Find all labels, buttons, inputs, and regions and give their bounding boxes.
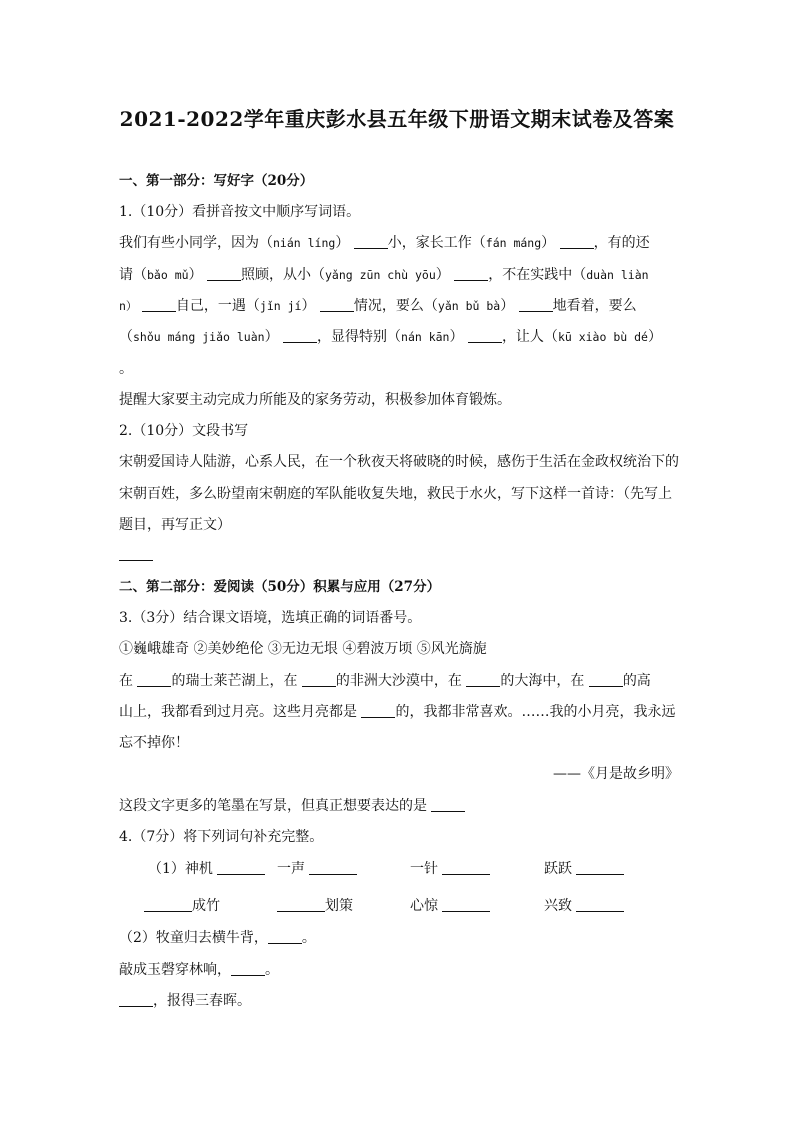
- q4-idiom-6: 划策: [277, 897, 353, 915]
- answer-blank[interactable]: [119, 992, 153, 1007]
- q1-line-5: 。: [119, 361, 133, 377]
- pinyin: shǒu máng jiǎo luàn: [133, 330, 265, 344]
- answer-blank[interactable]: [576, 860, 624, 875]
- answer-blank[interactable]: [207, 266, 241, 281]
- q4-idiom-2: 一声: [277, 860, 357, 878]
- q4-poem-line-1: （2）牧童归去横牛背， 。: [119, 930, 316, 946]
- q2-answer-line: [119, 546, 679, 564]
- q1-line-4: （shǒu máng jiǎo luàn） ，显得特别（nán kān） ，让人（kū xiào bù dé）: [119, 329, 662, 345]
- answer-blank[interactable]: [454, 266, 488, 281]
- answer-blank[interactable]: [442, 897, 490, 912]
- answer-blank[interactable]: [142, 297, 176, 312]
- q3-passage-line-1: 在 的瑞士莱芒湖上，在 的非洲大沙漠中，在 的大海中，在 的高: [119, 673, 651, 689]
- answer-blank[interactable]: [217, 860, 265, 875]
- answer-blank[interactable]: [302, 672, 336, 687]
- answer-blank[interactable]: [361, 703, 395, 718]
- answer-blank[interactable]: [560, 234, 594, 249]
- q4-idiom-3: 一针: [410, 860, 490, 878]
- q1-stem: 1.（10分）看拼音按文中顺序写词语。: [119, 204, 361, 220]
- answer-blank[interactable]: [468, 328, 502, 343]
- answer-blank[interactable]: [144, 897, 192, 912]
- answer-blank[interactable]: [231, 961, 265, 976]
- answer-blank[interactable]: [268, 929, 302, 944]
- q4-poem-line-3: ，报得三春晖。: [119, 992, 679, 1010]
- q4-idiom-4: 跃跃: [544, 860, 624, 878]
- answer-blank[interactable]: [119, 546, 153, 561]
- answer-blank[interactable]: [277, 897, 325, 912]
- answer-blank[interactable]: [309, 860, 357, 875]
- answer-blank[interactable]: [589, 672, 623, 687]
- q4-stem: 4.（7分）将下列词句补充完整。: [119, 829, 324, 845]
- q4-idiom-7: 心惊: [410, 897, 490, 915]
- pinyin: duàn liàn: [586, 268, 649, 282]
- pinyin: nián líng: [273, 236, 336, 250]
- q2-stem: 2.（10分）文段书写: [119, 423, 249, 439]
- q2-paragraph-line-1: 宋朝爱国诗人陆游，心系人民，在一个秋夜天将破晓的时候，感伤于生活在金政权统治下的: [119, 454, 679, 470]
- q2-paragraph-line-3: 题目，再写正文）: [119, 517, 231, 533]
- pinyin: jǐn jí: [259, 299, 302, 313]
- q3-passage-line-2: 山上，我都看到过月亮。这些月亮都是 的，我都非常喜欢。……我的小月亮，我永远: [119, 704, 676, 720]
- pinyin: yǎng zūn chù yōu: [325, 268, 436, 282]
- q3-stem: 3.（3分）结合课文语境，选填正确的词语番号。: [119, 610, 422, 626]
- answer-blank[interactable]: [283, 328, 317, 343]
- answer-blank[interactable]: [466, 672, 500, 687]
- q4-poem-line-2: 敲成玉磬穿林响， 。: [119, 962, 279, 978]
- answer-blank[interactable]: [576, 897, 624, 912]
- q1-note: 提醒大家要主动完成力所能及的家务劳动，积极参加体育锻炼。: [119, 392, 511, 408]
- answer-blank[interactable]: [519, 297, 553, 312]
- answer-blank[interactable]: [354, 234, 388, 249]
- pinyin: bǎo mǔ: [147, 268, 189, 282]
- pinyin: kū xiào bù dé: [557, 330, 648, 344]
- q4-idiom-1: （1）神机: [148, 860, 265, 878]
- q1-line-1: 我们有些小同学，因为（nián líng） 小，家长工作（fán máng） ，有的还: [119, 235, 650, 251]
- answer-blank[interactable]: [442, 860, 490, 875]
- pinyin: fán máng: [485, 236, 542, 250]
- q4-idiom-8: 兴致: [544, 897, 624, 915]
- section-1-heading: 一、第一部分：写好字（20分）: [119, 173, 314, 189]
- answer-blank[interactable]: [431, 797, 465, 812]
- answer-blank[interactable]: [320, 297, 354, 312]
- q3-question: 这段文字更多的笔墨在写景，但真正想要表达的是: [119, 797, 679, 815]
- q3-source: ——《月是故乡明》: [553, 766, 679, 782]
- answer-blank[interactable]: [137, 672, 171, 687]
- pinyin: yǎn bǔ bà: [437, 299, 501, 313]
- page-title: 2021-2022学年重庆彭水县五年级下册语文期末试卷及答案: [119, 107, 675, 131]
- q1-line-3: n） 自己，一遇（jǐn jí） 情况，要么（yǎn bǔ bà） 地看着，要么: [119, 298, 637, 314]
- q2-paragraph-line-2: 宋朝百姓，多么盼望南宋朝庭的军队能收复失地，救民于水火，写下这样一首诗：（先写上: [119, 486, 672, 502]
- q4-idiom-5: 成竹: [144, 897, 220, 915]
- q3-passage-line-3: 忘不掉你！: [119, 735, 189, 751]
- section-2-heading: 二、第二部分：爱阅读（50分）积累与应用（27分）: [119, 579, 441, 595]
- q3-options: ①巍峨雄奇 ②美妙绝伦 ③无边无垠 ④碧波万顷 ⑤风光旖旎: [119, 641, 487, 657]
- q1-line-2: 请（bǎo mǔ） 照顾，从小（yǎng zūn chù yōu） ，不在实践中（duàn liàn: [119, 267, 649, 283]
- pinyin: nán kān: [401, 330, 450, 344]
